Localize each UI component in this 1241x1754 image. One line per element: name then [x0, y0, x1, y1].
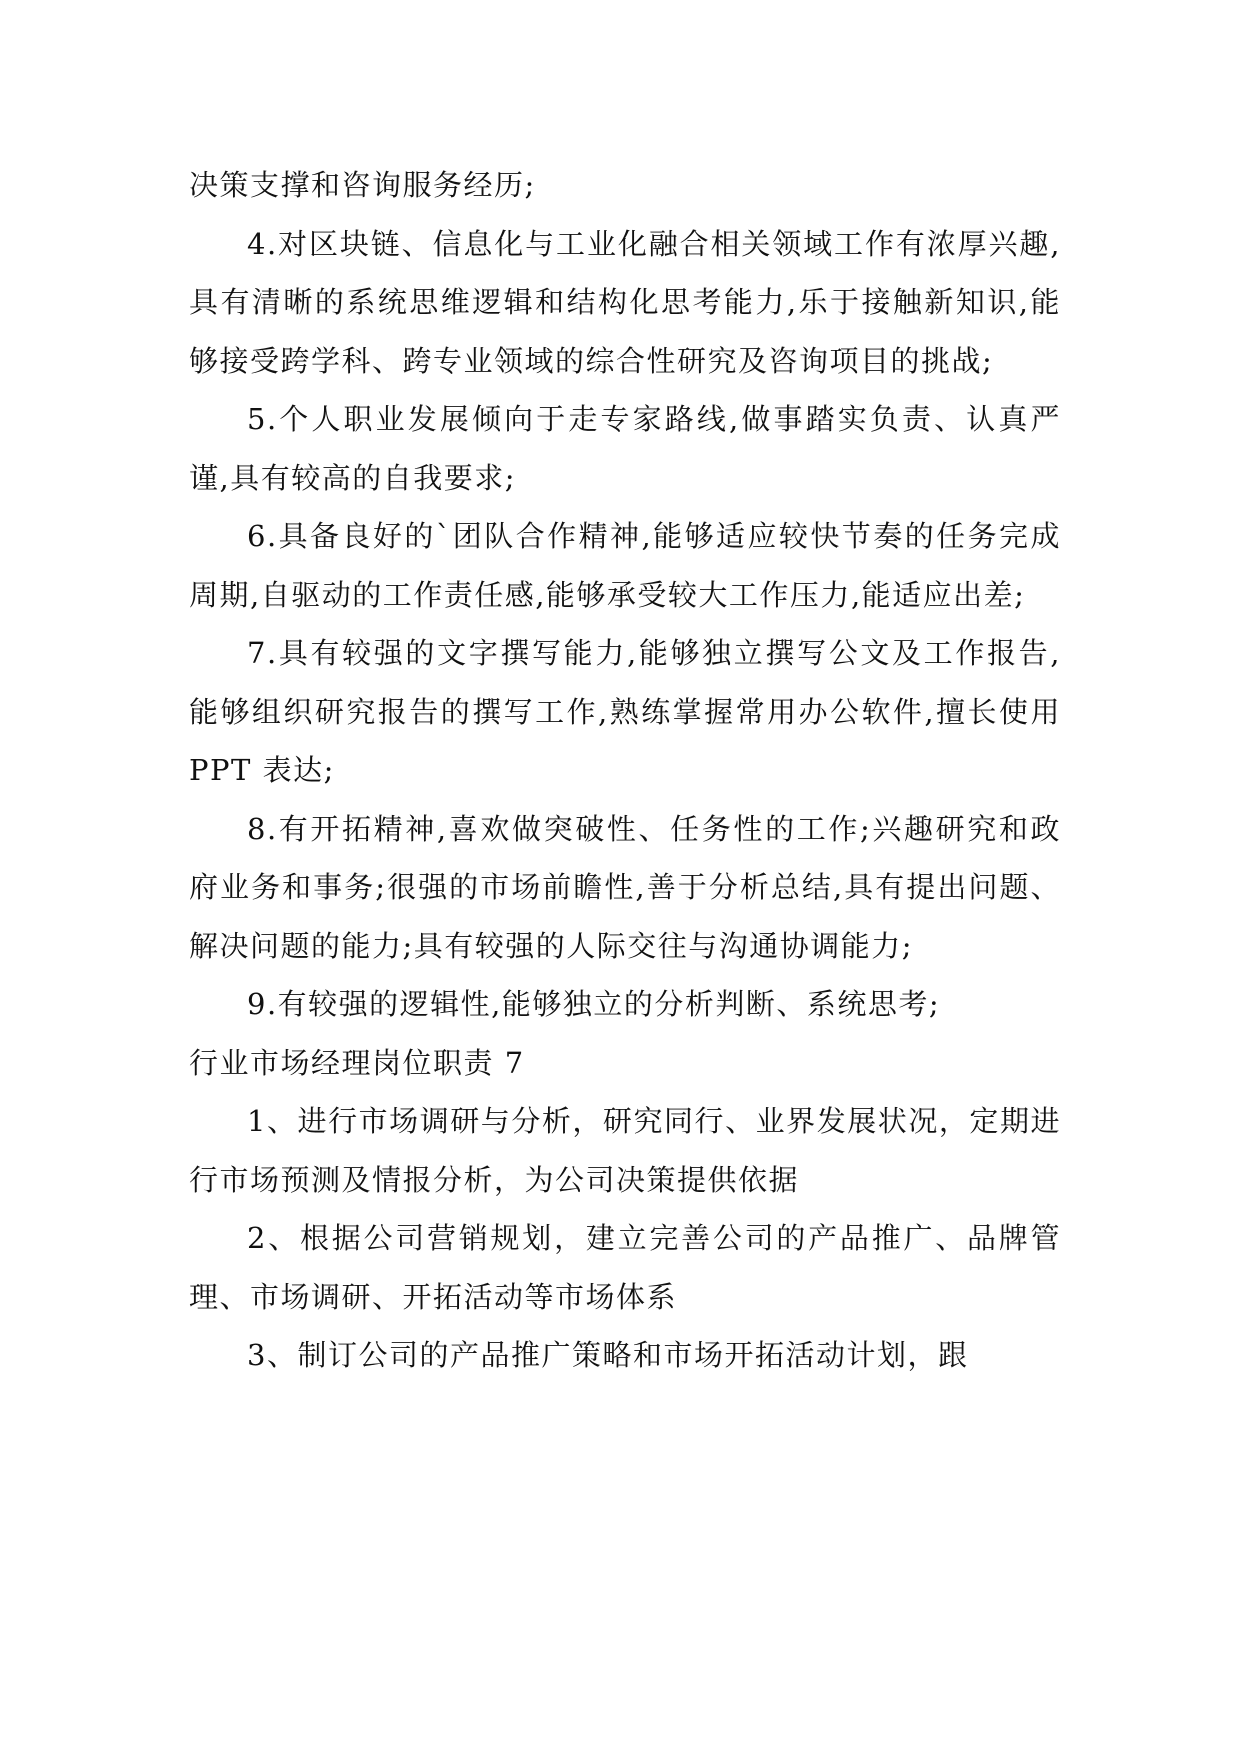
duty-item-2: 2、根据公司营销规划，建立完善公司的产品推广、品牌管理、市场调研、开拓活动等市场体系 — [189, 1221, 1061, 1314]
requirement-item-7: 7.具有较强的文字撰写能力,能够独立撰写公文及工作报告,能够组织研究报告的撰写工作,熟练掌握常用办公软件,擅长使用 PPT 表达; — [189, 636, 1061, 787]
requirement-item-9: 9.有较强的逻辑性,能够独立的分析判断、系统思考; — [247, 987, 941, 1021]
requirement-item-8: 8.有开拓精神,喜欢做突破性、任务性的工作;兴趣研究和政府业务和事务;很强的市场前瞻性,善于分析总结,具有提出问题、解决问题的能力;具有较强的人际交往与沟通协调能力; — [189, 811, 1061, 963]
requirement-item-5: 5.个人职业发展倾向于走专家路线,做事踏实负责、认真严谨,具有较高的自我要求; — [189, 402, 1061, 495]
paragraph-continuation: 决策支撑和咨询服务经历; — [189, 168, 536, 202]
section-heading: 行业市场经理岗位职责 7 — [189, 1045, 525, 1080]
duty-item-3: 3、制订公司的产品推广策略和市场开拓活动计划，跟 — [247, 1338, 969, 1372]
duty-item-1: 1、进行市场调研与分析，研究同行、业界发展状况，定期进行市场预测及情报分析，为公司决策提供依据 — [189, 1104, 1061, 1197]
requirement-item-6: 6.具备良好的`团队合作精神,能够适应较快节奏的任务完成周期,自驱动的工作责任感,能够承受较大工作压力,能适应出差; — [189, 519, 1061, 612]
requirement-item-4: 4.对区块链、信息化与工业化融合相关领域工作有浓厚兴趣,具有清晰的系统思维逻辑和结构化思考能力,乐于接触新知识,能够接受跨学科、跨专业领域的综合性研究及咨询项目的挑战; — [189, 226, 1061, 378]
document-body — [189, 156, 1061, 1385]
